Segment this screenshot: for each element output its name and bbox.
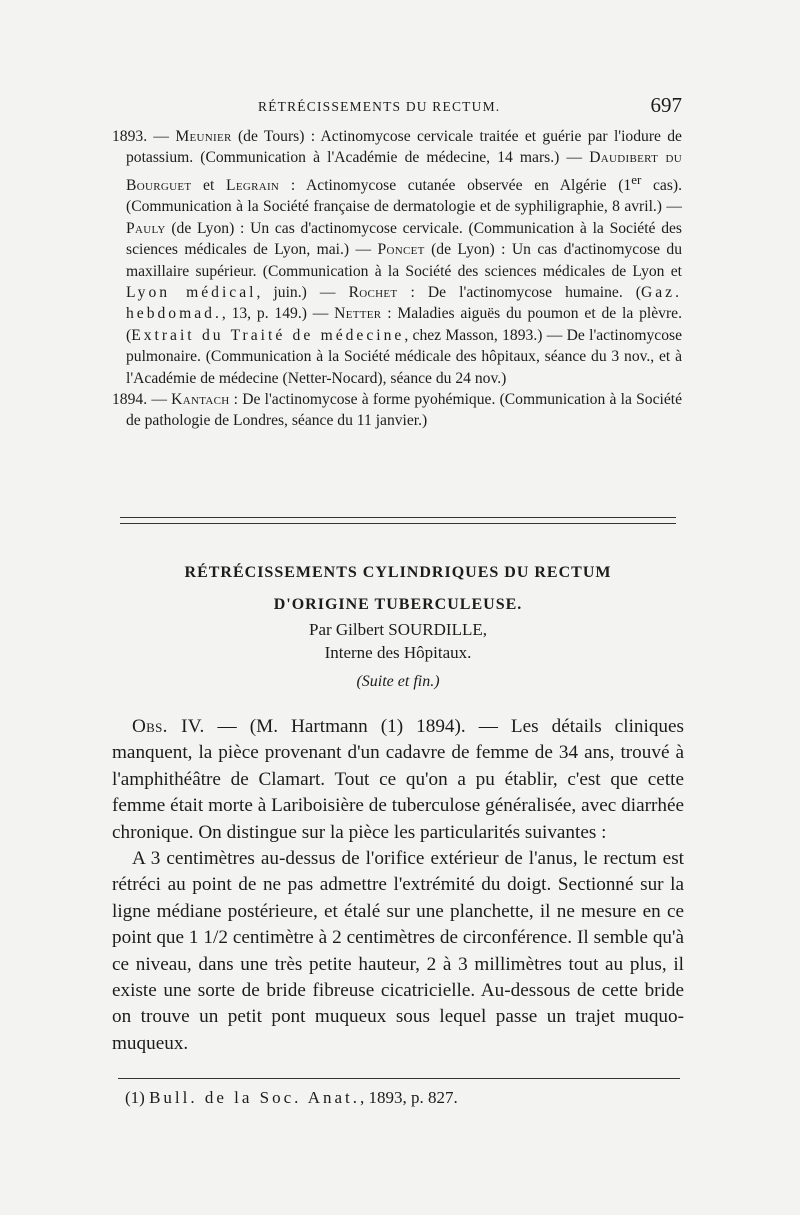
article-author: Par Gilbert SOURDILLE, [308,620,487,639]
page-header [258,93,682,123]
body-paragraph [112,714,684,846]
article-title: RÉTRÉCISSEMENTS CYLINDRIQUES DU RECTUM [184,564,612,581]
bibliography-entry-1894 [112,389,682,432]
journal-name: Gaz. hebdomad. [126,284,683,323]
article-subtitle: D'ORIGINE TUBERCULEUSE. [273,596,523,613]
entry-text: , 13, p. 149.) — [221,305,335,323]
observation-label: Obs. IV. [132,716,205,737]
author-name: Poncet [377,241,425,259]
bibliography-section [112,126,682,432]
running-head: RÉTRÉCISSEMENTS DU RECTUM. [258,99,501,114]
author-name: Meunier [175,128,232,145]
entry-text: , juin.) — [256,284,349,302]
author-name: Pauly [126,219,166,237]
entry-text: , chez Masson, 1893.) — De l'actinomycose pulmonaire. (Communication à la Société médicale des hôpitaux, séance du 3 nov., et à l'Académie de médecine (Netter-Nocard), séance du 24 nov.) [126,326,682,387]
entry-year: 1894. — [112,391,172,409]
journal-name: Lyon médical [126,284,257,302]
author-name: Legrain [226,177,280,194]
entry-text: cas). (Communication à la Société française de dermatologie et de syphiligraphie, 8 avril.) — [126,177,683,216]
section-divider [120,517,676,518]
article-heading [120,564,676,691]
footnote-text: , 1893, p. 827. [360,1088,458,1107]
article-body [112,714,684,1057]
footnote-journal: Bull. de la Soc. Anat. [149,1088,361,1107]
author-affiliation: Interne des Hôpitaux. [324,643,472,662]
page-number: 697 [650,93,682,117]
journal-name: Extrait du Traité de médecine [131,326,405,344]
superscript: er [631,171,642,187]
section-divider [120,523,676,524]
entry-text: : De l'actinomycose à forme pyohémique. (Communication à la Société de pathologie de Londres, séance du 11 janvier.) [126,391,682,430]
author-name: Kantach [171,391,230,409]
entry-text: : Actinomycose cutanée observée en Algérie (1 [279,177,632,194]
footnote [125,1088,685,1108]
entry-text: (de Lyon) : Un cas d'actinomycose cervicale. (Communication à la Société des sciences médicales de Lyon, mai.) — [126,219,682,259]
entry-text: et [191,177,226,194]
entry-text: (de Lyon) : Un cas d'actinomycose du maxillaire supérieur. (Communication à la Société des sciences médicales de Lyon et [126,241,682,280]
entry-text: : De l'actinomycose humaine. ( [397,284,641,302]
body-paragraph: A 3 centimètres au-dessus de l'orifice extérieur de l'anus, le rectum est rétréci au point de ne pas admettre l'extrémité du doigt. Sectionné sur la ligne médiane postérieure, et étalé sur une planchette, il ne mesure en ce point que 1 1/2 centimètre à 2 centimètres de circonférence. Il semble qu'à ce niveau, dans une très petite hauteur, 2 à 3 millimètres tout au plus, il existe une sorte de bride fibreuse cicatricielle. Au-dessous de cette bride on trouve un petit pont muqueux sous lequel passe un trajet muquo-muqueux. [112,848,684,1054]
continuation-note: (Suite et fin.) [356,673,440,690]
author-name: Daudibert du Bourguet [126,149,683,194]
author-name: Rochet [348,284,398,302]
paragraph-text: — (M. Hartmann (1) 1894). — Les détails cliniques manquent, la pièce provenant d'un cadavre de femme de 34 ans, trouvé à l'amphithéâtre de Clamart. Tout ce qu'on a pu établir, c'est que cette femme était morte à Lariboisière de tuberculose généralisée, avec diarrhée chronique. On distingue sur la pièce les particularités suivantes : [112,716,685,843]
author-name: Netter [334,305,382,323]
entry-text: : Maladies aiguës du poumon et de la plèvre. ( [126,305,682,344]
entry-year: 1893. — [112,128,176,145]
footnote-number: (1) [125,1088,150,1107]
footnote-rule [118,1078,680,1079]
entry-text: (de Tours) : Actinomycose cervicale traitée et guérie par l'iodure de potassium. (Communication à l'Académie de médecine, 14 mars.) — [126,128,682,167]
bibliography-entry-1893 [112,126,682,389]
